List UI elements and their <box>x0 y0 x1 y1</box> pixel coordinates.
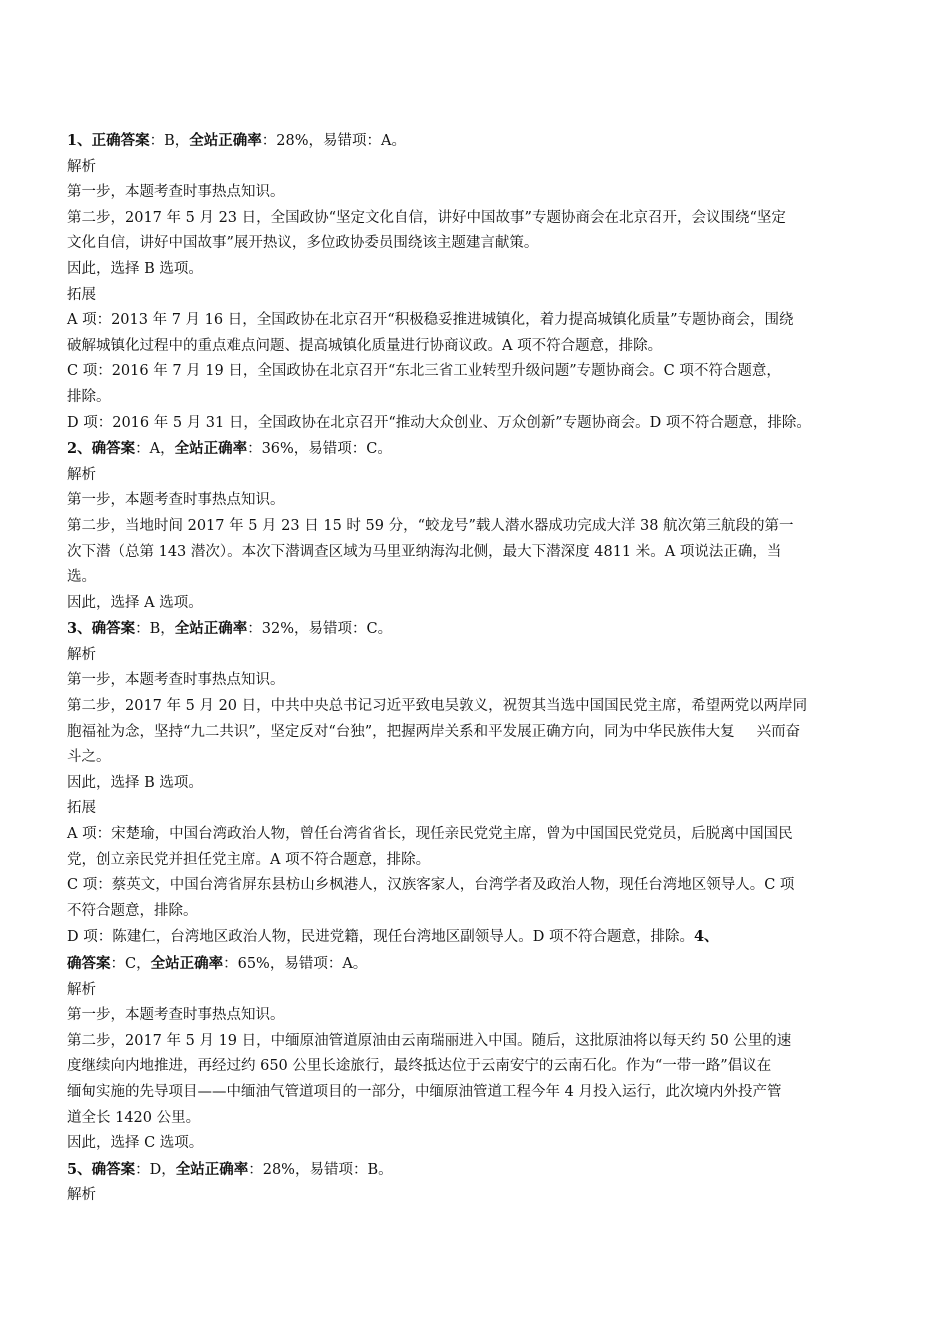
q2-answer-header: 2、确答案：A，全站正确率：36%，易错项：C。 <box>67 440 392 458</box>
q2-analysis-heading: 解析 <box>67 466 96 483</box>
q1-option-c-line2: 排除。 <box>67 388 111 405</box>
answer-explanations <box>67 128 912 1209</box>
q4-answer-header: 确答案：C，全站正确率：65%，易错项：A。 <box>67 955 368 972</box>
q3-option-d: D 项：陈建仁，台湾地区政治人物，民进党籍，现任台湾地区副领导人。D 项不符合题意，排除。4、 <box>67 928 719 946</box>
q2-step2-line2: 次下潜（总第 143 潜次）。本次下潜调查区域为马里亚纳海沟北侧，最大下潜深度 4811 米。A 项说法正确，当 <box>67 543 782 560</box>
q1-option-c-line1: C 项：2016 年 7 月 19 日，全国政协在北京召开“东北三省工业转型升级问题”专题协商会。C 项不符合题意， <box>67 363 781 380</box>
q4-step2-line1: 第二步，2017 年 5 月 19 日，中缅原油管道原油由云南瑞丽进入中国。随后，这批原油将以每天约 50 公里的速 <box>67 1032 792 1049</box>
q3-step1: 第一步，本题考查时事热点知识。 <box>67 672 285 689</box>
q3-step2-line1: 第二步，2017 年 5 月 20 日，中共中央总书记习近平致电吴敦义，祝贺其当选中国国民党主席，希望两党以两岸同 <box>67 698 808 715</box>
q1-conclusion: 因此，选择 B 选项。 <box>67 260 203 277</box>
q2-step1: 第一步，本题考查时事热点知识。 <box>67 492 285 509</box>
q3-step2-line3: 斗之。 <box>67 749 111 766</box>
q2-step2-line3: 选。 <box>67 569 96 586</box>
q2-conclusion: 因此，选择 A 选项。 <box>67 594 203 611</box>
q3-option-c-line2: 不符合题意，排除。 <box>67 902 198 919</box>
q3-option-a-line2: 党，创立亲民党并担任党主席。A 项不符合题意，排除。 <box>67 851 431 868</box>
q4-number: 4、 <box>693 928 719 946</box>
q1-step2-line2: 文化自信，讲好中国故事”展开热议，多位政协委员围绕该主题建言献策。 <box>67 235 539 252</box>
q1-option-a-line2: 破解城镇化过程中的重点难点问题、提高城镇化质量进行协商议政。A 项不符合题意，排除。 <box>67 337 663 354</box>
q1-step1: 第一步，本题考查时事热点知识。 <box>67 184 285 201</box>
q3-analysis-heading: 解析 <box>67 646 96 663</box>
q2-step2-line1: 第二步，当地时间 2017 年 5 月 23 日 15 时 59 分，“蛟龙号”载人潜水器成功完成大洋 38 航次第三航段的第一 <box>67 517 794 534</box>
q1-extension-heading: 拓展 <box>67 286 96 303</box>
q1-step2-line1: 第二步，2017 年 5 月 23 日，全国政协“坚定文化自信，讲好中国故事”专题协商会在北京召开，会议围绕“坚定 <box>67 209 786 226</box>
q4-step2-line2: 度继续向内地推进，再经过约 650 公里长途旅行，最终抵达位于云南安宁的云南石化。作为“一带一路”倡议在 <box>67 1058 772 1075</box>
q3-extension-heading: 拓展 <box>67 800 96 817</box>
q3-option-a-line1: A 项：宋楚瑜，中国台湾政治人物，曾任台湾省省长，现任亲民党党主席，曾为中国国民党党员，后脱离中国国民 <box>67 826 793 843</box>
q5-analysis-heading: 解析 <box>67 1187 96 1204</box>
q4-conclusion: 因此，选择 C 选项。 <box>67 1135 204 1152</box>
q4-step2-line4: 道全长 1420 公里。 <box>67 1109 201 1126</box>
q1-option-a-line1: A 项：2013 年 7 月 16 日，全国政协在北京召开“积极稳妥推进城镇化，着力提高城镇化质量”专题协商会，围绕 <box>67 312 794 329</box>
q1-option-d: D 项：2016 年 5 月 31 日，全国政协在北京召开“推动大众创业、万众创新”专题协商会。D 项不符合题意，排除。 <box>67 414 811 431</box>
q4-step2-line3: 缅甸实施的先导项目——中缅油气管道项目的一部分，中缅原油管道工程今年 4 月投入运行，此次境内外投产管 <box>67 1083 782 1100</box>
q1-analysis-heading: 解析 <box>67 158 96 175</box>
q5-answer-header: 5、确答案：D，全站正确率：28%，易错项：B。 <box>67 1160 393 1178</box>
q3-answer-header: 3、确答案：B，全站正确率：32%，易错项：C。 <box>67 620 393 638</box>
q3-step2-line2: 胞福祉为念，坚持“九二共识”，坚定反对“台独”，把握两岸关系和平发展正确方向，同为中华民族伟大复 兴而奋 <box>67 723 801 740</box>
q1-answer-header: 1、正确答案：B，全站正确率：28%，易错项：A。 <box>67 132 406 149</box>
q4-step1: 第一步，本题考查时事热点知识。 <box>67 1007 285 1024</box>
q3-option-c-line1: C 项：蔡英文，中国台湾省屏东县枋山乡枫港人，汉族客家人，台湾学者及政治人物，现任台湾地区领导人。C 项 <box>67 877 795 894</box>
q4-analysis-heading: 解析 <box>67 981 96 998</box>
q3-conclusion: 因此，选择 B 选项。 <box>67 774 203 791</box>
